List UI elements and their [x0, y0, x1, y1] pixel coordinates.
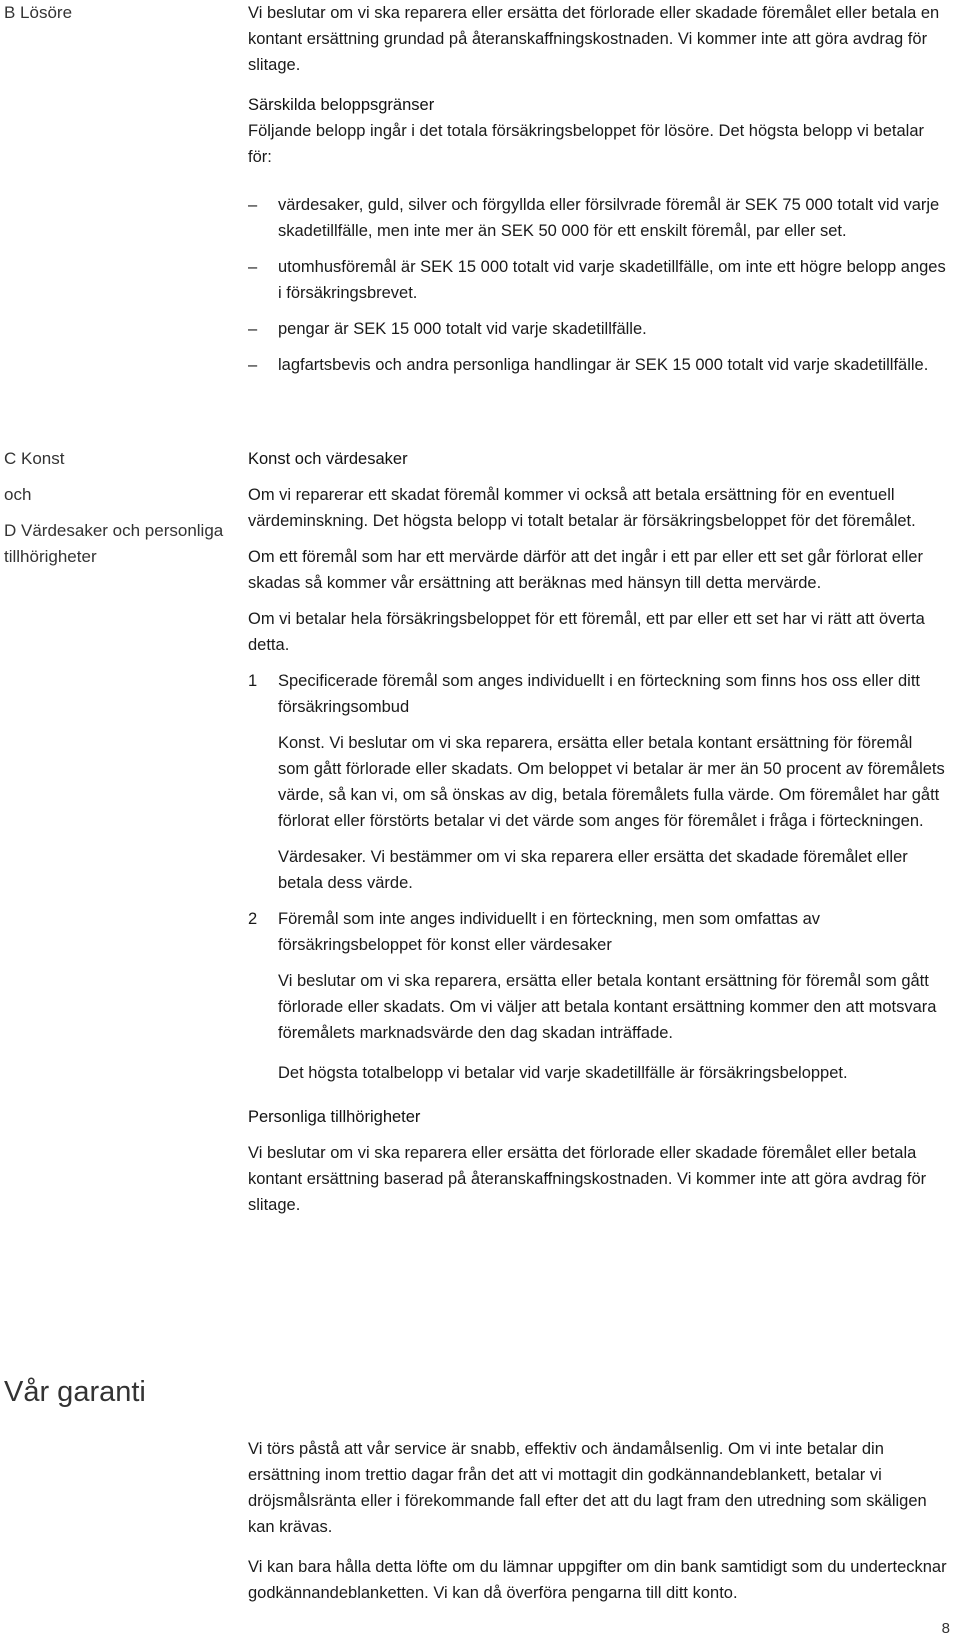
section-d-label: D Värdesaker och personliga tillhörigheter — [4, 521, 224, 566]
section-cd-body — [248, 446, 948, 1218]
art-valuables-heading: Konst och värdesaker — [248, 450, 408, 468]
page-number: 8 — [941, 1620, 950, 1637]
item2-paragraph-1: Vi beslutar om vi ska reparera, ersätta eller betala kontant ersättning för föremål som gått förlorade eller skadats. Om vi väljer att betala kontant ersättning kommer den att motsvara föremålets marknadsvärde den dag skadan inträffade. — [278, 972, 937, 1042]
personal-belongings-paragraph: Vi beslutar om vi ska reparera eller ersätta det förlorade eller skadade föremålet eller betala kontant ersättning baserad på återanskaffningskostnaden. Vi kommer inte att göra avdrag för slitage. — [248, 1144, 927, 1214]
cd-paragraph-1: Om vi reparerar ett skadat föremål kommer vi också att betala ersättning för en eventuell värdeminskning. Det högsta belopp vi totalt betalar är försäkringsbeloppet för det föremålet. — [248, 486, 916, 530]
cd-paragraph-2: Om ett föremål som har ett mervärde därför att det ingår i ett par eller ett set går förlorat eller skadas så kommer vår ersättning att beräknas med hänsyn till detta mervärde. — [248, 548, 923, 592]
section-and-label: och — [4, 485, 32, 504]
item1-vardesaker-paragraph: Värdesaker. Vi bestämmer om vi ska reparera eller ersätta det skadade föremålet eller betala dess värde. — [278, 848, 908, 892]
item2-paragraph-2: Det högsta totalbelopp vi betalar vid varje skadetillfälle är försäkringsbeloppet. — [278, 1064, 848, 1082]
bullet-text: utomhusföremål är SEK 15 000 totalt vid varje skadetillfälle, om inte ett högre belopp anges i försäkringsbrevet. — [278, 258, 946, 302]
item-title: Specificerade föremål som anges individuellt i en förteckning som finns hos oss eller ditt försäkringsombud — [278, 672, 920, 716]
numbered-item-2 — [248, 906, 948, 958]
item-title: Föremål som inte anges individuellt i en förteckning, men som omfattas av försäkringsbeloppet för konst eller värdesaker — [278, 910, 821, 954]
section-b-paragraph: Vi beslutar om vi ska reparera eller ersätta det förlorade eller skadade föremålet eller betala en kontant ersättning grundad på återanskaffningskostnaden. Vi kommer inte att göra avdrag för slitage. — [248, 4, 940, 74]
bullet-dash: – — [248, 196, 258, 214]
bullet-item — [248, 192, 948, 244]
numbered-item-1 — [248, 668, 948, 720]
item1-konst-paragraph: Konst. Vi beslutar om vi ska reparera, ersätta eller betala kontant ersättning för föremål som gått förlorade eller skadats. Om beloppet vi betalar är mer än 50 procent av föremålets värde, så kan vi, om så önskas av dig, betala föremålets fulla värde. Om föremålet har gått förlorat eller förstörts betalar vi det värde som anges för föremålet i fråga i förteckningen. — [278, 734, 945, 830]
personal-belongings-heading: Personliga tillhörigheter — [248, 1108, 421, 1126]
item-number: 2 — [248, 910, 258, 928]
item-number: 1 — [248, 672, 258, 690]
guarantee-paragraph-2: Vi kan bara hålla detta löfte om du lämnar uppgifter om din bank samtidigt som du undertecknar godkännandeblanketten. Vi kan då överföra pengarna till ditt konto. — [248, 1558, 947, 1602]
bullet-text: värdesaker, guld, silver och förgyllda eller försilvrade föremål är SEK 75 000 totalt vid varje skadetillfälle, men inte mer än SEK 50 000 för ett enskilt föremål, par eller set. — [278, 196, 940, 240]
section-cd-label — [4, 446, 234, 570]
bullet-dash: – — [248, 320, 258, 338]
bullet-dash: – — [248, 258, 258, 276]
section-b-label: B Lösöre — [4, 3, 73, 22]
guarantee-paragraph-1: Vi törs påstå att vår service är snabb, effektiv och ändamålsenlig. Om vi inte betalar din ersättning inom trettio dagar från det att vi mottagit din godkännandeblankett, betalar vi dröjsmålsränta eller i förekommande fall efter det att du lagt fram den utredning som skäligen kan krävas. — [248, 1440, 927, 1536]
section-c-label: C Konst — [4, 449, 65, 468]
bullet-dash: – — [248, 356, 258, 374]
bullet-text: lagfartsbevis och andra personliga handlingar är SEK 15 000 totalt vid varje skadetillfälle. — [278, 356, 929, 374]
cd-paragraph-3: Om vi betalar hela försäkringsbeloppet för ett föremål, ett par eller ett set har vi rätt att överta detta. — [248, 610, 925, 654]
limits-intro: Följande belopp ingår i det totala försäkringsbeloppet för lösöre. Det högsta belopp vi betalar för: — [248, 122, 925, 166]
bullet-item — [248, 254, 948, 306]
limits-heading: Särskilda beloppsgränser — [248, 96, 435, 114]
bullet-item — [248, 352, 948, 378]
section-b-body — [248, 0, 948, 378]
guarantee-body — [248, 1436, 948, 1606]
bullet-text: pengar är SEK 15 000 totalt vid varje skadetillfälle. — [278, 320, 647, 338]
guarantee-title: Vår garanti — [4, 1376, 146, 1408]
bullet-item — [248, 316, 948, 342]
